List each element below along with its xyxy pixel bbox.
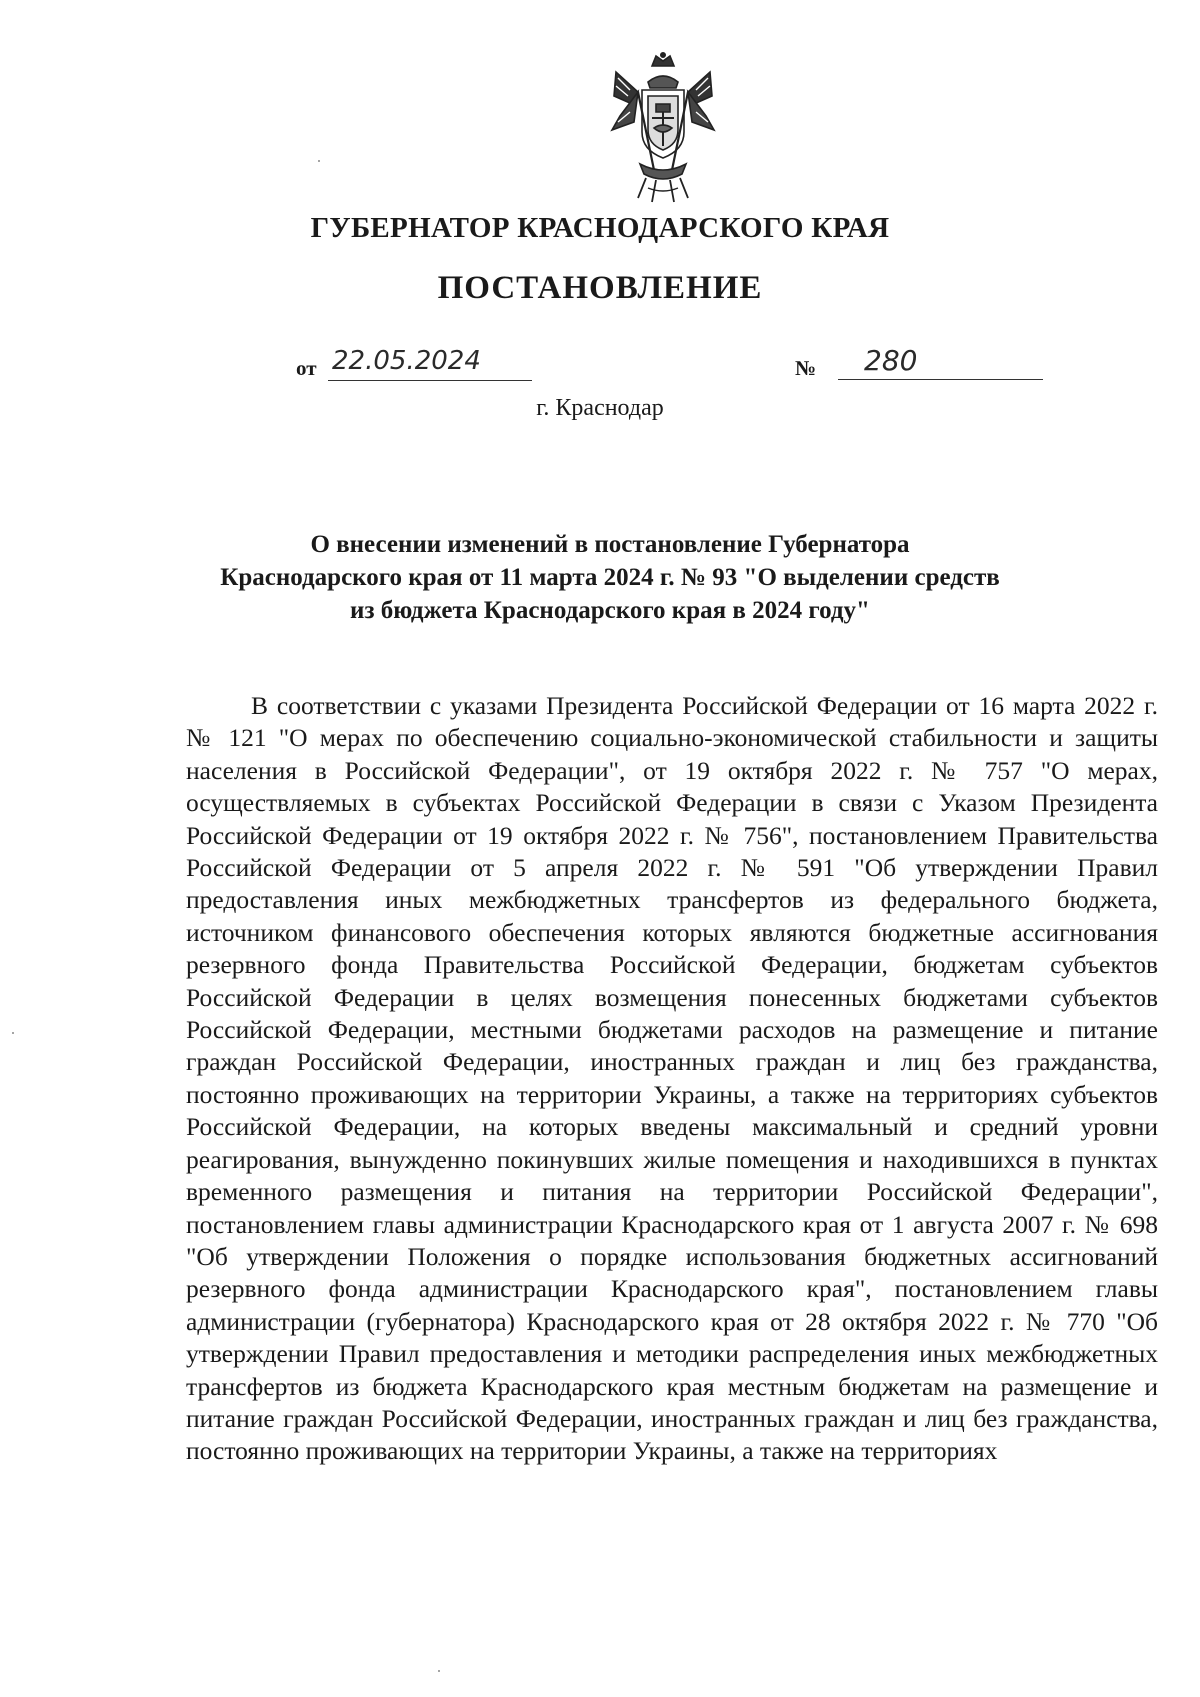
document-number: 280 [838, 346, 1043, 380]
scan-speck [318, 160, 320, 162]
scan-speck [438, 1670, 440, 1672]
city: г. Краснодар [536, 395, 664, 421]
coat-of-arms-icon [608, 52, 718, 204]
issuing-authority: ГУБЕРНАТОР КРАСНОДАРСКОГО КРАЯ [310, 212, 890, 244]
document-subject: О внесении изменений в постановление Губернатора Краснодарского края от 11 марта 2024 г. № 93 "О выделении средств из бюджета Краснодарского края в 2024 году" [220, 531, 1000, 624]
body-paragraph: В соответствии с указами Президента Российской Федерации от 16 марта 2022 г. № 121 "О мерах по обеспечению социально-экономической стабильности и защиты населения в Российской Федерации", от 19 октября 2022 г. № 757 "О мерах, осуществляемых в субъектах Российской Федерации в связи с Указом Президента Российской Федерации от 19 октября 2022 г. № 756", постановлением Правительства Российской Федерации от 5 апреля 2022 г. № 591 "Об утверждении Правил предоставления иных межбюджетных трансфертов из федерального бюджета, источником финансового обеспечения которых являются бюджетные ассигнования резервного фонда Правительства Российской Федерации, бюджетам субъектов Российской Федерации в целях возмещения понесенных бюджетами субъектов Российской Федерации, местными бюджетами расходов на размещение и питание граждан Российской Федерации, иностранных граждан и лиц без гражданства, постоянно проживающих на территории Украины, а также на территориях субъектов Российской Федерации, на которых введены максимальный и средний уровни реагирования, вынужденно покинувших жилые помещения и находившихся в пунктах временного размещения и питания на территории Российской Федерации", постановлением главы администрации Краснодарского края от 1 августа 2007 г. № 698 "Об утверждении Положения о порядке использования бюджетных ассигнований резервного фонда администрации Краснодарского края", постановлением главы администрации (губернатора) Краснодарского края от 28 октября 2022 г. № 770 "Об утверждении Правил предоставления и методики распределения иных межбюджетных трансфертов из бюджета Краснодарского края местным бюджетам на размещение и питание граждан Российской Федерации, иностранных граждан и лиц без гражданства, постоянно проживающих на территории Украины, а также на территориях [186, 691, 1158, 1466]
scan-speck [12, 1032, 14, 1034]
date-prefix: от [296, 356, 317, 380]
date-number-row [0, 344, 1200, 384]
number-prefix: № [795, 356, 817, 380]
document-type: ПОСТАНОВЛЕНИЕ [437, 270, 763, 306]
document-date: 22.05.2024 [328, 346, 532, 381]
